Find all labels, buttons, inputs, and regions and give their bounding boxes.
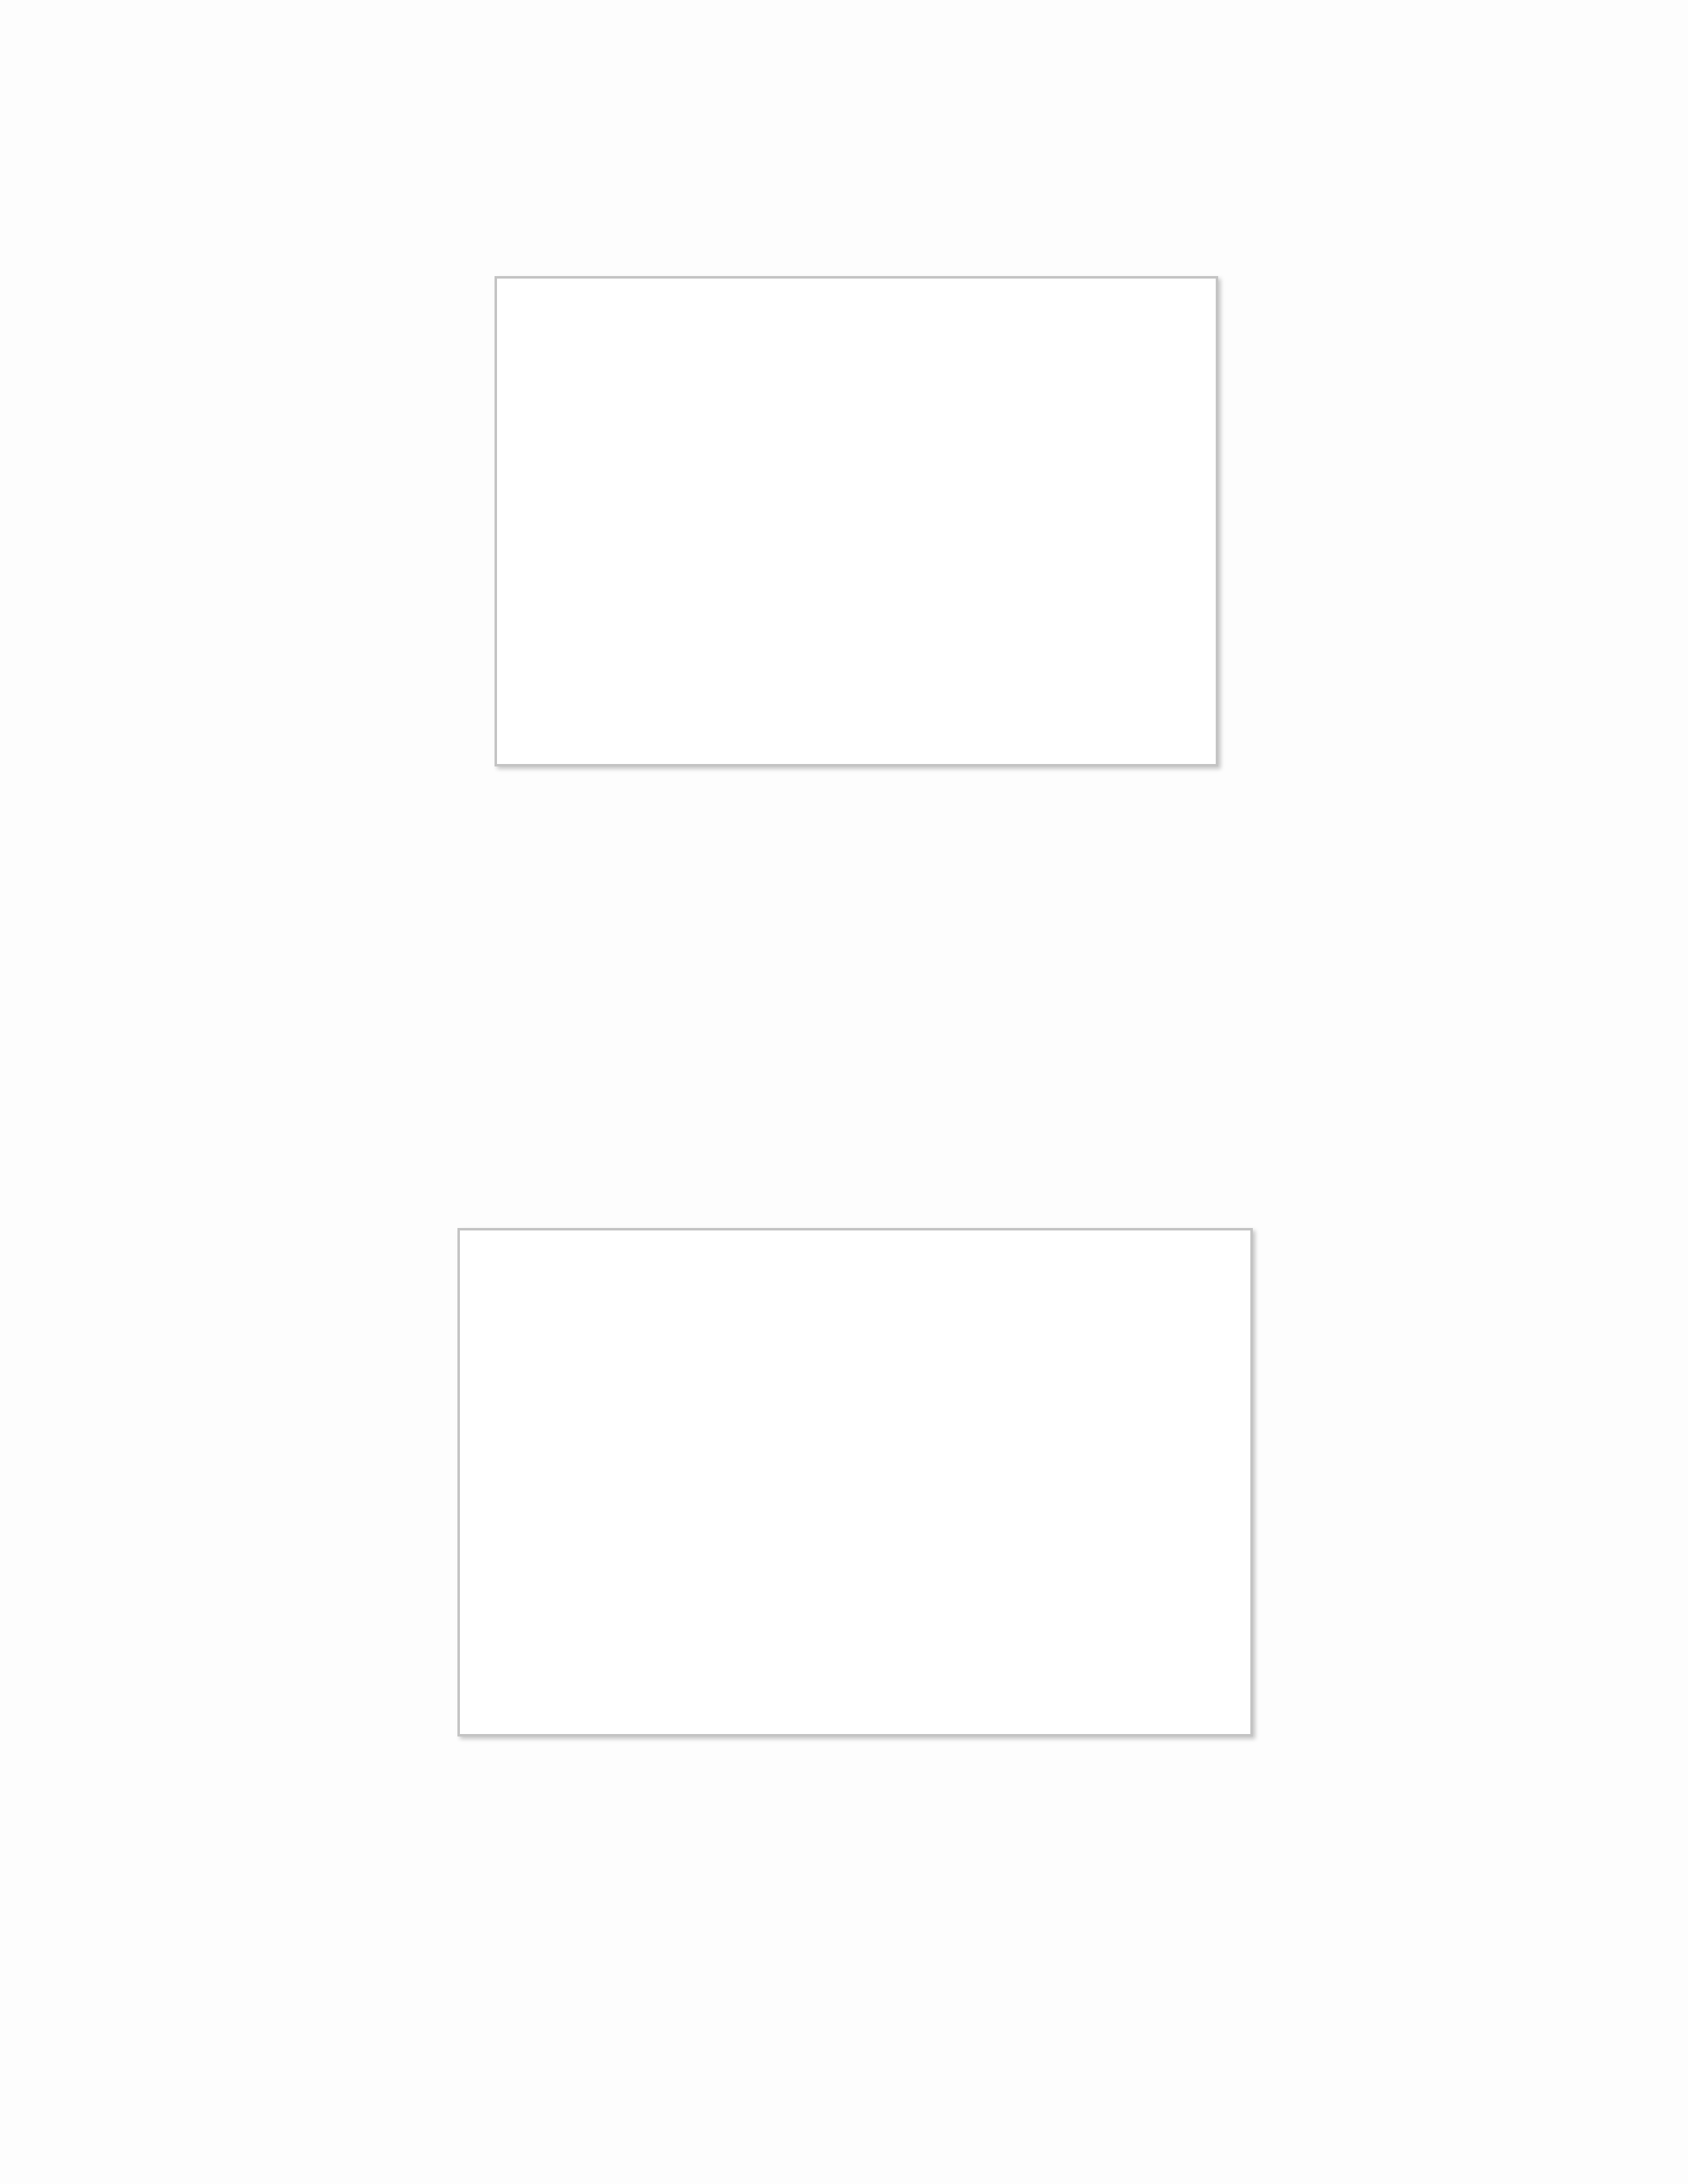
graph-diagram xyxy=(497,279,1216,764)
figure-3 xyxy=(495,276,1218,766)
initialization-figure xyxy=(460,1230,1250,1734)
figure-4 xyxy=(457,1228,1253,1736)
